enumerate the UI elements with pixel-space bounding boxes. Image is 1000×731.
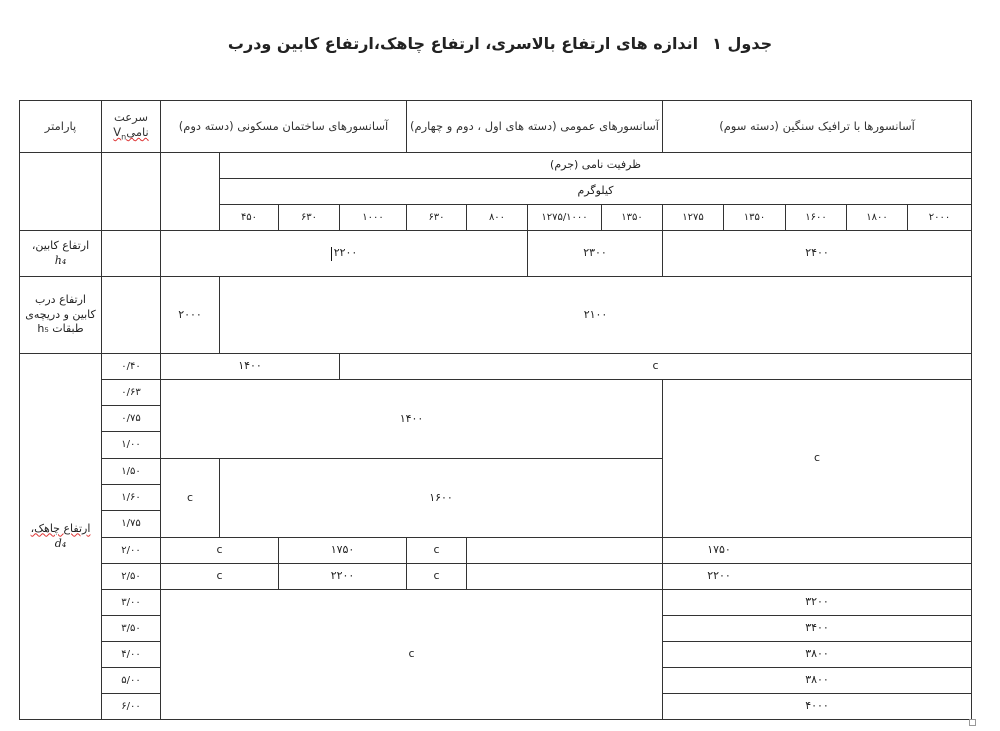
capacity-value: ۶۳۰ xyxy=(300,211,318,223)
pit-value: ۱۷۵۰ xyxy=(330,543,355,557)
pit-depth-symbol: d₄ xyxy=(54,536,67,550)
general-header: آسانسورهای عمومی (دسته های اول ، دوم و چهارم) xyxy=(410,118,659,133)
capacity-value: ۱۲۷۵ xyxy=(682,211,704,223)
pit-value-c: c xyxy=(186,490,194,504)
pit-value-c: c xyxy=(216,543,223,557)
cabin-height-heavy: ۲۴۰۰ xyxy=(805,246,829,260)
speed-cell: ۰/۷۵ xyxy=(121,412,141,424)
capacity-value: ۴۵۰ xyxy=(240,211,258,223)
param-header: پارامتر xyxy=(44,118,77,133)
residential-header: آسانسورهای ساختمان مسکونی (دسته دوم) xyxy=(178,118,389,133)
pit-value-c: c xyxy=(408,647,415,661)
speed-cell: ۳/۰۰ xyxy=(121,596,141,608)
speed-cell: ۱/۷۵ xyxy=(121,518,141,530)
door-height-v2: ۲۱۰۰ xyxy=(583,307,608,321)
speed-cell: ۱/۵۰ xyxy=(121,465,141,477)
speed-cell: ۰/۴۰ xyxy=(121,360,141,372)
speed-cell: ۶/۰۰ xyxy=(121,700,141,712)
heavy-header: آسانسورها با ترافیک سنگین (دسته سوم) xyxy=(719,118,915,133)
pit-value-c: c xyxy=(216,569,223,583)
speed-header xyxy=(102,101,160,152)
door-height-label: ارتفاع درب کابین و دریچه‌ی طبقات h₅ xyxy=(25,292,96,336)
speed-cell: ۰/۶۳ xyxy=(121,386,141,398)
speed-cell: ۳/۵۰ xyxy=(121,622,141,634)
pit-value-c: c xyxy=(813,451,821,465)
pit-value: ۳۴۰۰ xyxy=(805,621,829,635)
pit-value: ۲۲۰۰ xyxy=(330,569,355,583)
cabin-height-symbol: h₄ xyxy=(54,253,67,267)
resize-handle-icon[interactable] xyxy=(969,719,976,726)
speed-header-sub: n xyxy=(121,132,127,142)
table-number: جدول ۱ xyxy=(712,34,773,53)
capacity-value: ۶۳۰ xyxy=(428,211,445,223)
pit-value-c: c xyxy=(433,543,440,557)
cabin-height-general: ۲۳۰۰ xyxy=(583,246,607,260)
pit-value: ۱۴۰۰ xyxy=(399,411,424,425)
capacity-value: ۱۶۰۰ xyxy=(805,211,827,223)
speed-cell: ۱/۰۰ xyxy=(121,439,141,451)
pit-value: ۱۶۰۰ xyxy=(429,490,453,504)
capacity-unit: کیلوگرم xyxy=(577,184,614,198)
pit-value: ۱۴۰۰ xyxy=(238,359,262,373)
speed-cell: ۲/۰۰ xyxy=(121,544,141,556)
table-caption: اندازه های ارتفاع بالاسری، ارتفاع چاهک،ارتفاع کابین ودرب xyxy=(227,34,699,53)
capacity-value: ۱۳۵۰ xyxy=(743,211,766,223)
speed-header-line2: نامیV xyxy=(113,125,149,140)
pit-value: ۳۸۰۰ xyxy=(805,647,829,661)
capacity-value: ۱۰۰۰ xyxy=(362,211,384,223)
capacity-value: ۲۰۰۰ xyxy=(928,211,951,223)
pit-value: ۲۲۰۰ xyxy=(707,569,731,583)
speed-cell: ۱/۶۰ xyxy=(121,491,141,503)
capacity-value: ۸۰۰ xyxy=(488,211,506,223)
capacity-value: ۱۳۵۰ xyxy=(621,211,643,223)
speed-cell: ۴/۰۰ xyxy=(121,648,141,660)
capacity-label: ظرفیت نامی (جرم) xyxy=(550,158,641,172)
pit-value-c: c xyxy=(652,359,659,373)
pit-depth-label: ارتفاع چاهک، d₄ xyxy=(30,521,91,550)
cabin-height-label: ارتفاع کابین، h₄ xyxy=(31,238,90,267)
capacity-value: ۱۲۷۵/۱۰۰۰ xyxy=(541,211,588,223)
pit-value: ۳۲۰۰ xyxy=(805,595,829,609)
pit-value: ۱۷۵۰ xyxy=(707,543,731,557)
speed-header-line1: سرعت xyxy=(113,109,149,124)
speed-cell: ۲/۵۰ xyxy=(121,570,141,582)
door-height-v1: ۲۰۰۰ xyxy=(178,307,202,321)
speed-cell: ۵/۰۰ xyxy=(121,674,141,686)
cabin-height-residential: ۲۲۰۰ xyxy=(161,231,527,276)
pit-value-c: c xyxy=(433,569,440,583)
capacity-value: ۱۸۰۰ xyxy=(866,211,888,223)
pit-value: ۴۰۰۰ xyxy=(805,699,829,713)
pit-value: ۳۸۰۰ xyxy=(805,673,829,687)
